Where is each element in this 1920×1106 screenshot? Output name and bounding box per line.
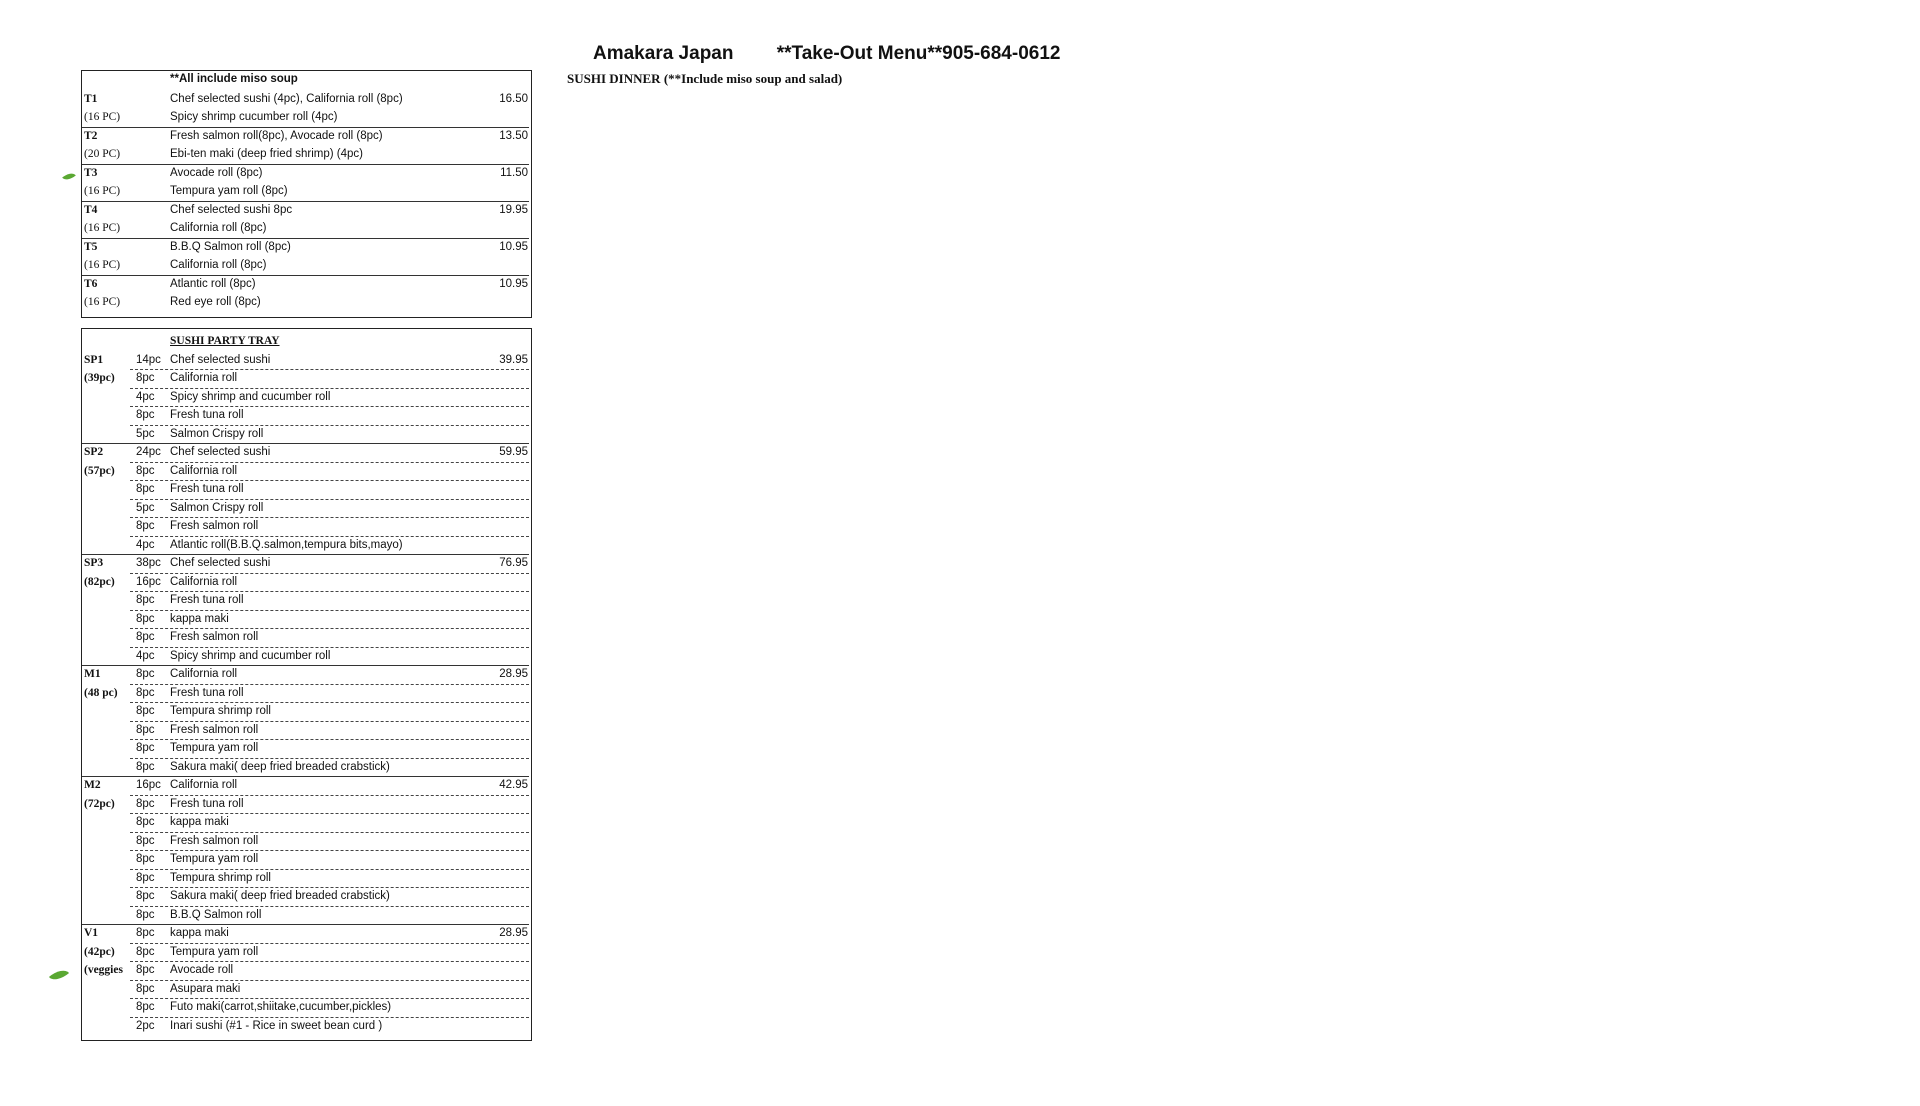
tray-qty: 8pc: [136, 464, 155, 477]
tray-qty: 8pc: [136, 982, 155, 995]
combo-line: Chef selected sushi (4pc), California roll (8pc): [170, 92, 403, 105]
tray-qty: 24pc: [136, 446, 161, 458]
tray-item: Avocade roll: [170, 964, 234, 976]
text-part: (**Include miso soup and salad): [660, 71, 843, 86]
tray-qty: 14pc: [136, 353, 161, 366]
tray-pcs: (veggies: [84, 964, 123, 976]
combo-pcs: (16 PC): [84, 296, 121, 308]
tray-item: Chef selected sushi: [170, 353, 271, 366]
tray-item: B.B.Q Salmon roll: [170, 908, 262, 921]
combo-pcs: (16 PC): [84, 111, 121, 123]
tray-item: Fresh tuna roll: [170, 409, 244, 421]
combo-line: B.B.Q Salmon roll (8pc): [170, 240, 291, 253]
combo-line: Chef selected sushi 8pc: [170, 203, 293, 216]
combo-price: 10.95: [499, 240, 528, 253]
menu-row: [82, 293, 530, 312]
tray-item: Tempura yam roll: [170, 742, 259, 754]
tray-item: Futo maki(carrot,shiitake,cucumber,pickles): [170, 1001, 392, 1013]
tray-item: Salmon Crispy roll: [170, 427, 264, 440]
combo-line: Spicy shrimp cucumber roll (4pc): [170, 111, 338, 123]
tray-qty: 5pc: [136, 501, 155, 514]
combo-price: 10.95: [499, 277, 528, 290]
tray-price: 76.95: [499, 557, 528, 569]
tray-item: Chef selected sushi: [170, 557, 271, 569]
combo-pcs: (20 PC): [84, 148, 121, 160]
tray-item: kappa maki: [170, 612, 229, 625]
combo-line: California roll (8pc): [170, 259, 267, 271]
combo-line: California roll (8pc): [170, 222, 267, 234]
tray-item: Fresh salmon roll: [170, 723, 259, 736]
tray-code: SP2: [84, 446, 104, 458]
combo-price: 11.50: [500, 166, 528, 179]
text-part: SUSHI DINNER: [567, 71, 661, 86]
tray-item: California roll: [170, 372, 238, 384]
combo-line: Fresh salmon roll(8pc), Avocade roll (8pc): [170, 129, 383, 142]
tray-qty: 8pc: [136, 834, 155, 847]
restaurant-name: Amakara Japan: [593, 43, 734, 64]
tray-qty: 2pc: [136, 1019, 155, 1032]
tray-qty: 5pc: [136, 427, 155, 440]
menu-phone-heading: **Take-Out Menu**905-684-0612: [776, 43, 1061, 64]
tray-item: Salmon Crispy roll: [170, 501, 264, 514]
combo-code: T3: [84, 166, 98, 179]
tray-qty: 8pc: [136, 945, 155, 958]
tray-item: kappa maki: [170, 816, 229, 828]
menu-row: [82, 90, 530, 109]
combo-price: 16.50: [499, 92, 528, 105]
tray-qty: 8pc: [136, 372, 155, 384]
tray-price: 28.95: [499, 668, 528, 680]
tray-item: Inari sushi (#1 - Rice in sweet bean curd ): [170, 1019, 383, 1032]
menu-row: [82, 238, 530, 257]
combo-code: T1: [84, 92, 98, 105]
tray-qty: 8pc: [136, 631, 155, 643]
tray-qty: 8pc: [136, 853, 155, 865]
tray-code: V1: [84, 927, 99, 939]
tray-qty: 8pc: [136, 483, 155, 495]
combo-line: Avocade roll (8pc): [170, 166, 263, 179]
tray-item: Spicy shrimp and cucumber roll: [170, 649, 331, 662]
tray-pcs: (82pc): [84, 575, 115, 588]
tray-qty: 8pc: [136, 797, 155, 810]
tray-item: Tempura yam roll: [170, 853, 259, 865]
tray-qty: 8pc: [136, 409, 155, 421]
menu-row: [565, 70, 1221, 89]
combo-pcs: (16 PC): [84, 259, 121, 271]
tray-item: Chef selected sushi: [170, 446, 271, 458]
tray-qty: 4pc: [136, 649, 155, 662]
tray-qty: 8pc: [136, 594, 155, 606]
tray-price: 59.95: [499, 446, 528, 458]
tray-item: Fresh tuna roll: [170, 483, 244, 495]
tray-qty: 8pc: [136, 871, 155, 884]
tray-qty: 8pc: [136, 686, 155, 699]
menu-title: [593, 43, 1060, 65]
menu-row: [82, 201, 530, 220]
combo-pcs: (16 PC): [84, 222, 121, 234]
tray-qty: 16pc: [136, 575, 161, 588]
combo-line: Ebi-ten maki (deep fried shrimp) (4pc): [170, 148, 364, 160]
tray-qty: 8pc: [136, 705, 155, 717]
tray-qty: 8pc: [136, 723, 155, 736]
tray-qty: 8pc: [136, 668, 155, 680]
tray-qty: 8pc: [136, 612, 155, 625]
menu-row: [82, 108, 530, 127]
combo-line: Atlantic roll (8pc): [170, 277, 256, 290]
menu-row: [82, 145, 530, 164]
tray-item: California roll: [170, 779, 238, 791]
tray-item: California roll: [170, 464, 238, 477]
tray-item: Atlantic roll(B.B.Q.salmon,tempura bits,mayo): [170, 538, 403, 551]
combo-code: T2: [84, 129, 98, 142]
tray-qty: 8pc: [136, 520, 155, 532]
tray-item: Fresh tuna roll: [170, 594, 244, 606]
combo-code: T5: [84, 240, 98, 253]
tray-pcs: (48 pc): [84, 686, 118, 699]
tray-pcs: (42pc): [84, 945, 115, 958]
menu-row: [82, 256, 530, 275]
tray-item: Fresh tuna roll: [170, 797, 244, 810]
tray-item: Asupara maki: [170, 982, 241, 995]
vegetarian-leaf-icon: [62, 170, 76, 183]
tray-qty: 8pc: [136, 1001, 155, 1013]
sushi-dinner-header: [567, 70, 842, 89]
combo-code: T6: [84, 277, 98, 290]
tray-qty: 8pc: [136, 908, 155, 921]
tray-qty: 8pc: [136, 927, 155, 939]
tray-item: Spicy shrimp and cucumber roll: [170, 390, 331, 403]
vegetarian-leaf-icon: [49, 966, 69, 985]
tray-item: Sakura maki( deep fried breaded crabstick): [170, 890, 390, 902]
menu-row: [82, 164, 530, 183]
tray-qty: 4pc: [136, 390, 155, 403]
combo-price: 13.50: [499, 129, 528, 142]
tray-qty: 16pc: [136, 779, 161, 791]
tray-item: Fresh tuna roll: [170, 686, 244, 699]
tray-qty: 8pc: [136, 742, 155, 754]
tray-qty: 8pc: [136, 890, 155, 902]
tray-code: SP1: [84, 353, 104, 366]
combo-price: 19.95: [499, 203, 528, 216]
tray-code: M1: [84, 668, 101, 680]
menu-row: [82, 70, 530, 89]
combo-line: Red eye roll (8pc): [170, 296, 261, 308]
tray-code: SP3: [84, 557, 104, 569]
tray-qty: 8pc: [136, 816, 155, 828]
tray-pcs: (39pc): [84, 372, 115, 384]
combo-pcs: (16 PC): [84, 185, 121, 197]
tray-pcs: (57pc): [84, 464, 115, 477]
tray-item: Sakura maki( deep fried breaded crabstick): [170, 760, 390, 773]
tray-item: California roll: [170, 668, 238, 680]
party-tray-header: SUSHI PARTY TRAY: [170, 335, 280, 347]
menu-row: [82, 219, 530, 238]
tray-pcs: (72pc): [84, 797, 115, 810]
tray-qty: 8pc: [136, 964, 155, 976]
tray-item: kappa maki: [170, 927, 229, 939]
tray-item: Fresh salmon roll: [170, 520, 259, 532]
section-border: [81, 328, 532, 1041]
combo-line: Tempura yam roll (8pc): [170, 185, 288, 197]
menu-row: [82, 127, 530, 146]
tray-item: Tempura shrimp roll: [170, 705, 271, 717]
tray-qty: 38pc: [136, 557, 161, 569]
tray-code: M2: [84, 779, 101, 791]
tray-price: 39.95: [499, 353, 528, 366]
tray-item: Tempura yam roll: [170, 945, 259, 958]
tray-price: 42.95: [499, 779, 528, 791]
tray-qty: 8pc: [136, 760, 155, 773]
tray-item: Fresh salmon roll: [170, 631, 259, 643]
tray-item: California roll: [170, 575, 238, 588]
tray-item: Fresh salmon roll: [170, 834, 259, 847]
tray-price: 28.95: [499, 927, 528, 939]
tray-qty: 4pc: [136, 538, 155, 551]
tray-item: Tempura shrimp roll: [170, 871, 271, 884]
menu-row: [82, 182, 530, 201]
combos-header: **All include miso soup: [170, 73, 298, 85]
combo-code: T4: [84, 203, 98, 216]
menu-row: [82, 275, 530, 294]
